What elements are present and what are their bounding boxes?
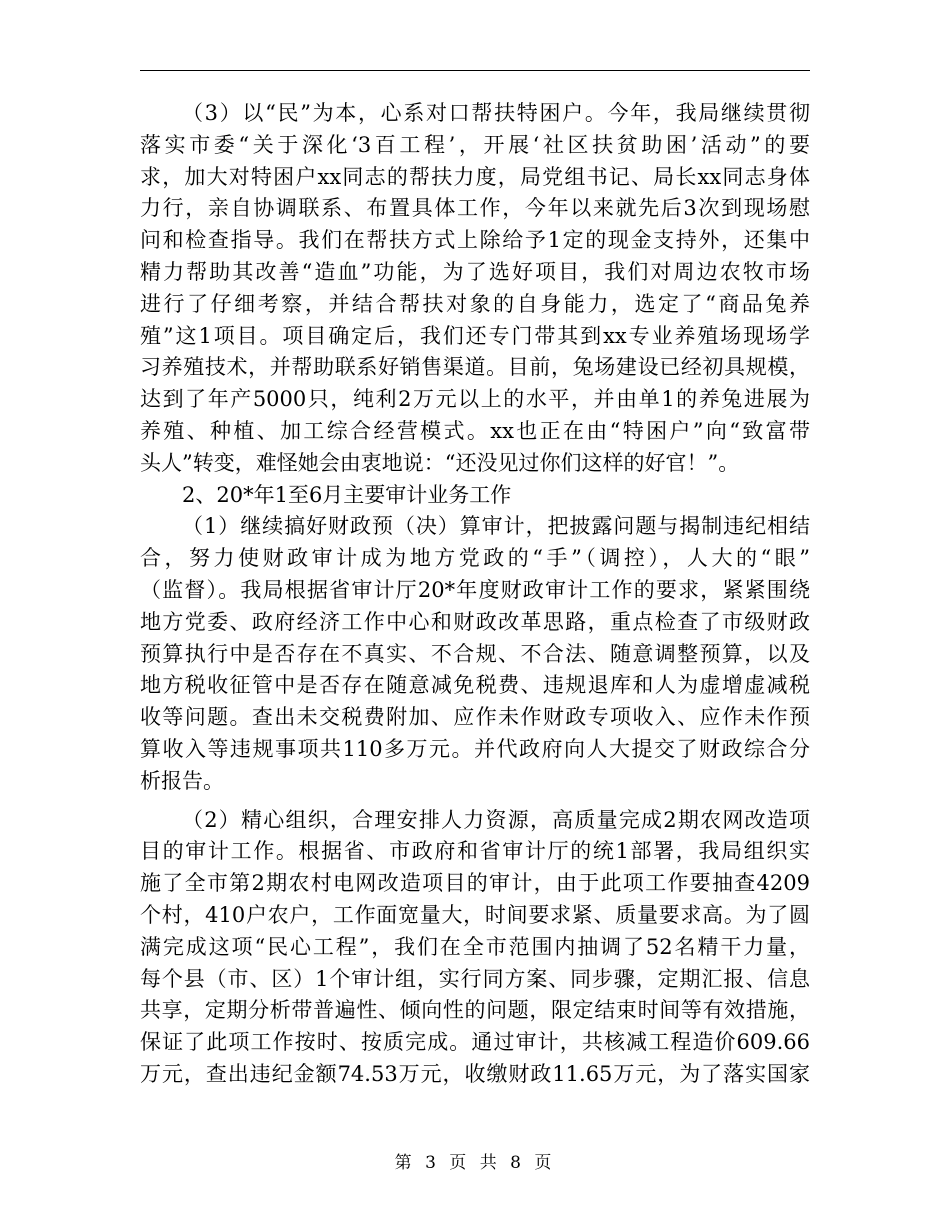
- text-line: 万元，查出违纪金额74.53万元，收缴财政11.65万元，为了落实国家: [140, 1061, 810, 1086]
- text-line: 力行，亲自协调联系、布置具体工作，今年以来就先后3次到现场慰: [140, 196, 810, 221]
- text-line: 地方税收征管中是否存在随意减免税费、违规退库和人为虚增虚减税: [140, 673, 810, 698]
- text-line: 满完成这项“民心工程”，我们在全市范围内抽调了52名精干力量，: [140, 934, 810, 959]
- text-line: 问和检查指导。我们在帮扶方式上除给予1定的现金支持外，还集中: [140, 228, 810, 253]
- text-line: （监督）。我局根据省审计厅20*年度财政审计工作的要求，紧紧围绕: [140, 577, 810, 602]
- header-rule: [140, 70, 810, 71]
- text-line: 个村，410户农户，工作面宽量大，时间要求紧、质量要求高。为了圆: [140, 902, 810, 927]
- text-line: 共享，定期分析带普遍性、倾向性的问题，限定结束时间等有效措施，: [140, 998, 810, 1023]
- text-line: 析报告。: [140, 768, 224, 793]
- paragraph-rural-grid-audit: [140, 805, 810, 1091]
- text-line: 达到了年产5000只，纯利2万元以上的水平，并由单1的养兔进展为: [140, 387, 810, 412]
- text-line: 地方党委、政府经济工作中心和财政改革思路，重点检查了市级财政: [140, 609, 810, 634]
- text-line: 求，加大对特困户xx同志的帮扶力度，局党组书记、局长xx同志身体: [140, 164, 810, 189]
- text-line: 施了全市第2期农村电网改造项目的审计，由于此项工作要抽查4209: [140, 871, 810, 896]
- text-line: 进行了仔细考察，并结合帮扶对象的自身能力，选定了“商品兔养: [140, 291, 810, 316]
- text-line: 保证了此项工作按时、按质完成。通过审计，共核减工程造价609.66: [140, 1030, 810, 1055]
- document-body: [140, 98, 810, 1091]
- section-heading-text: 2、20*年1至6月主要审计业务工作: [182, 482, 512, 507]
- text-line: （3）以“民”为本，心系对口帮扶特困户。今年，我局继续贯彻: [182, 101, 810, 125]
- text-line: 每个县（市、区）1个审计组，实行同方案、同步骤，定期汇报、信息: [140, 966, 810, 991]
- text-line: 养殖、种植、加工综合经营模式。xx也正在由“特困户”向“致富带: [140, 418, 810, 443]
- text-line: 殖”这1项目。项目确定后，我们还专门带其到xx专业养殖场现场学: [140, 323, 810, 348]
- text-line: 合，努力使财政审计成为地方党政的“手”（调控），人大的“眼”: [140, 546, 810, 571]
- page-number-footer: 第 3 页 共 8 页: [394, 1153, 556, 1173]
- section-heading: [140, 480, 810, 512]
- text-line: 收等问题。查出未交税费附加、应作未作财政专项收入、应作未作预: [140, 705, 810, 730]
- paragraph-fiscal-audit: [140, 511, 810, 797]
- text-line: 落实市委“关于深化‘3百工程’，开展‘社区扶贫助困’活动”的要: [140, 132, 810, 157]
- text-line: （1）继续搞好财政预（决）算审计，把披露问题与揭制违纪相结: [182, 514, 810, 539]
- text-line: 精力帮助其改善“造血”功能，为了选好项目，我们对周边农牧市场: [140, 259, 810, 284]
- text-line: 习养殖技术，并帮助联系好销售渠道。目前，兔场建设已经初具规模，: [140, 355, 810, 380]
- paragraph-gap: [140, 798, 810, 805]
- text-line: 目的审计工作。根据省、市政府和省审计厅的统1部署，我局组织实: [140, 839, 810, 864]
- text-line: 算收入等违规事项共110多万元。并代政府向人大提交了财政综合分: [140, 736, 810, 761]
- paragraph-aid-poor-household: [140, 98, 810, 480]
- text-line: 预算执行中是否存在不真实、不合规、不合法、随意调整预算，以及: [140, 641, 810, 666]
- text-line: （2）精心组织，合理安排人力资源，高质量完成2期农网改造项: [182, 807, 810, 832]
- text-line: 头人”转变，难怪她会由衷地说：“还没见过你们这样的好官！”。: [140, 450, 740, 475]
